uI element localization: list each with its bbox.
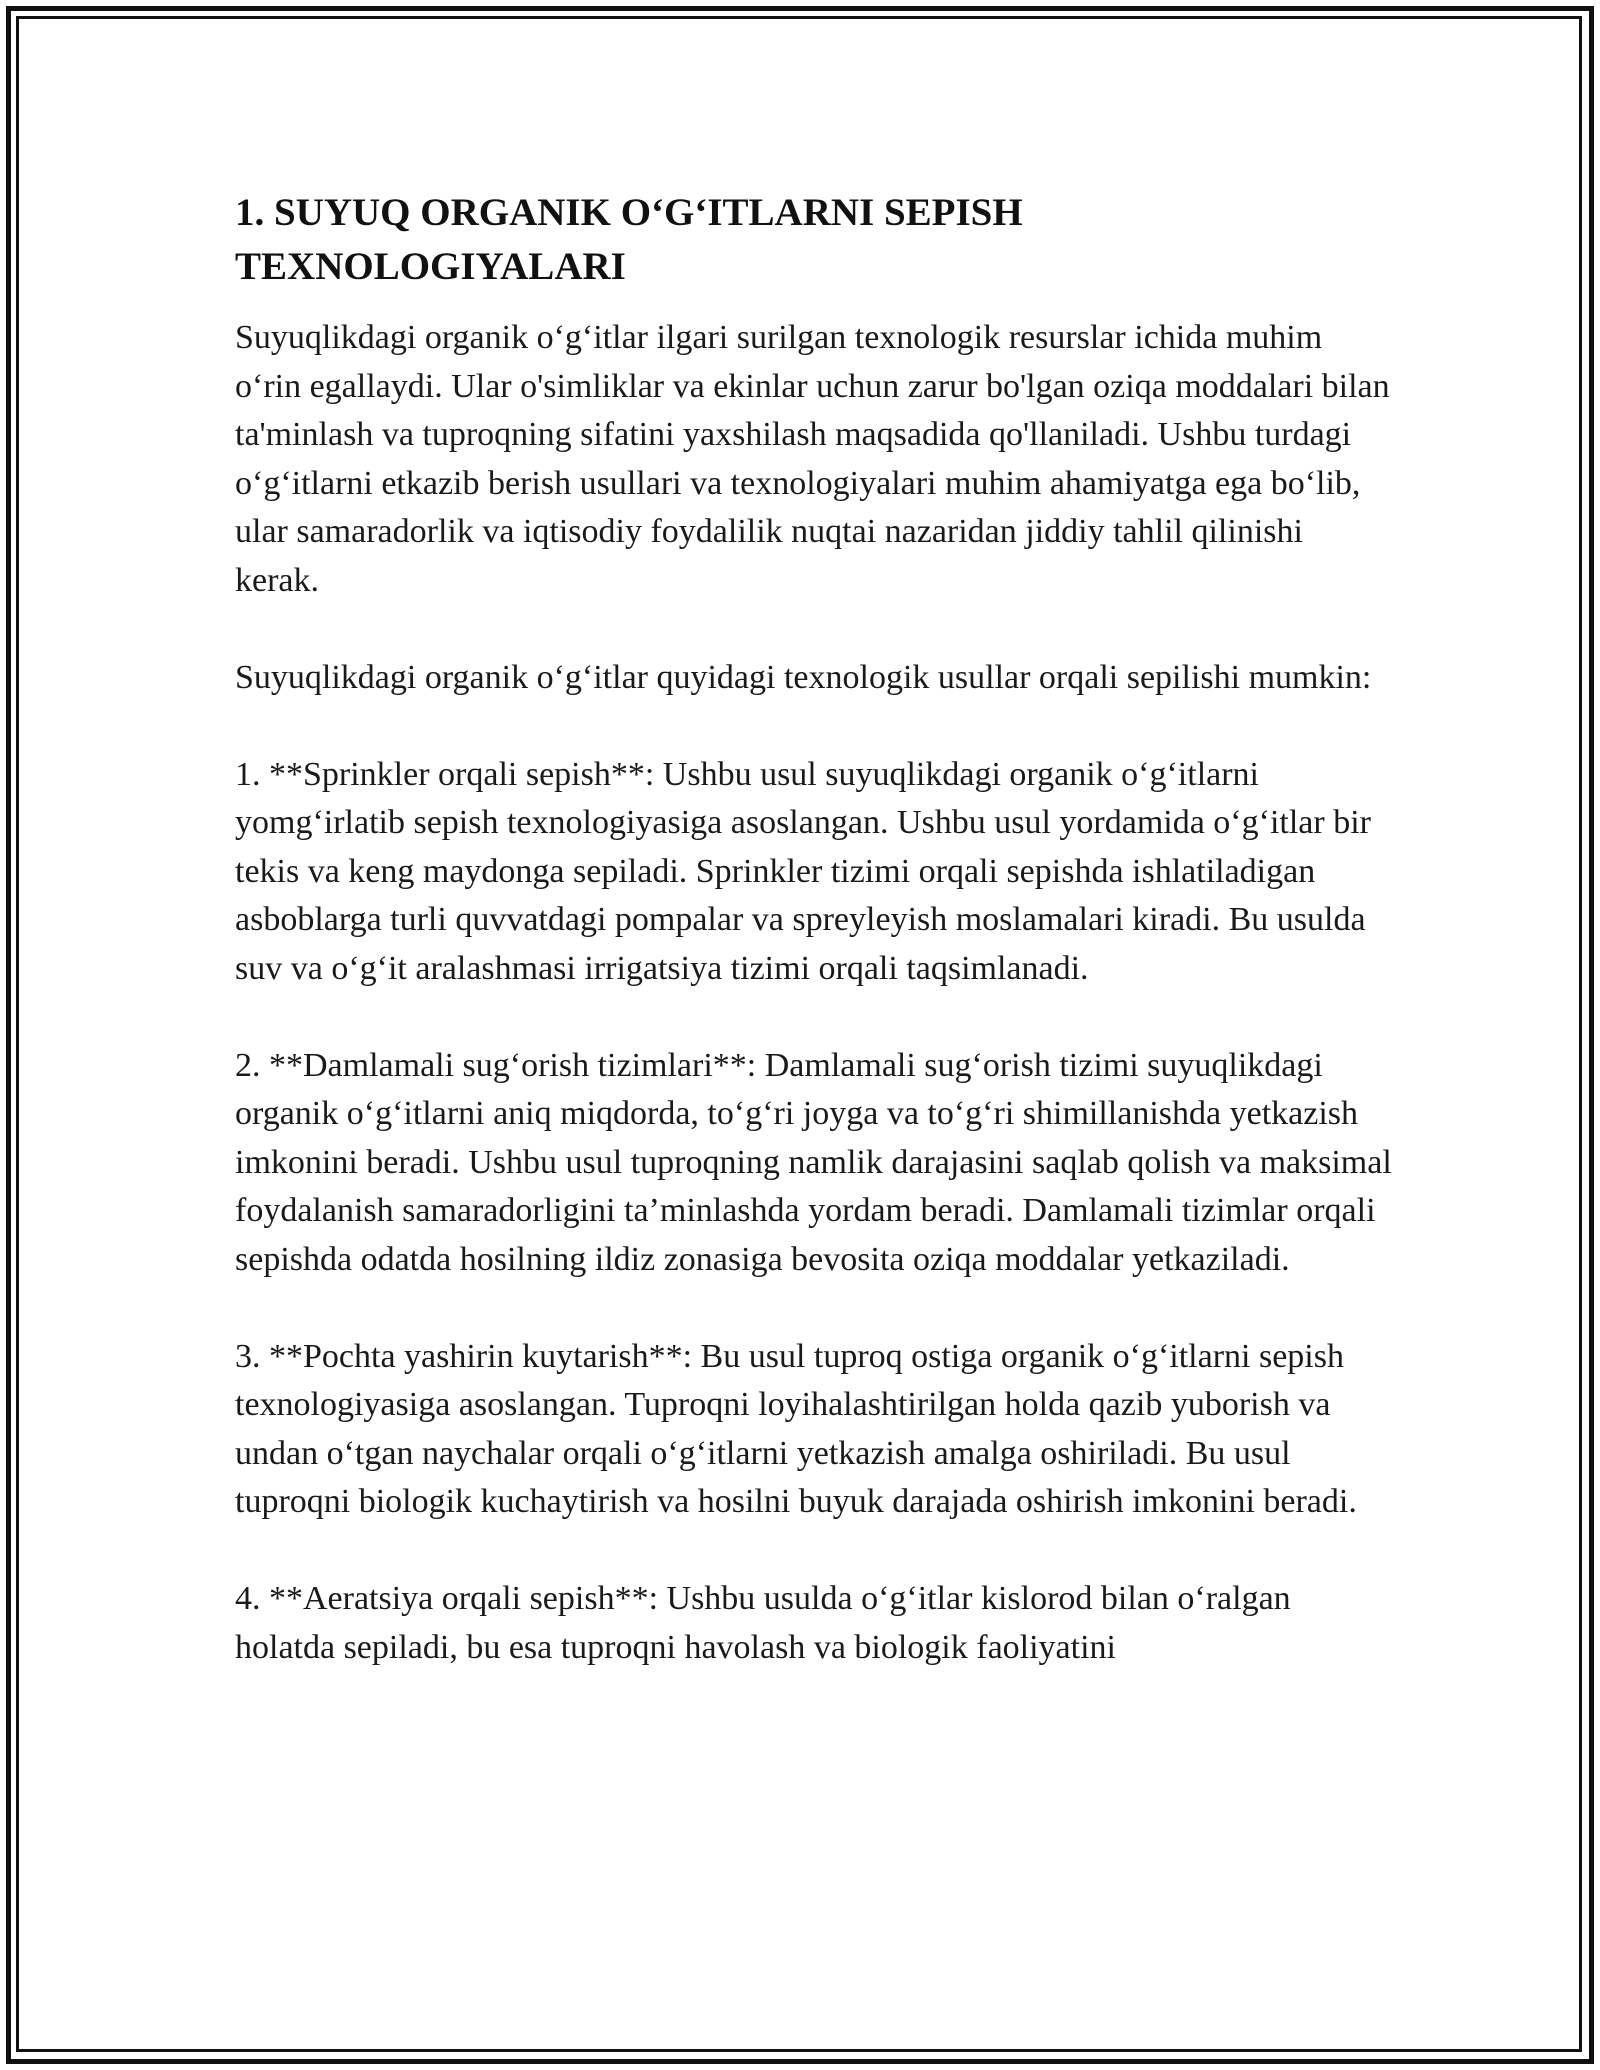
methods-intro-paragraph: Suyuqlikdagi organik o‘g‘itlar quyidagi texnologik usullar orqali sepilishi mumkin: [235, 658, 1372, 696]
method-item-drip-irrigation: 2. **Damlamali sug‘orish tizimlari**: Damlamali sug‘orish tizimi suyuqlikdagi organik o‘g‘itlarni aniq miqdorda, to‘g‘ri joyga va to‘g‘ri shimillanishda yetkazish imkonini beradi. Ushbu usul tuproqning namlik darajasini saqlab qolish va maksimal foydalanish samaradorligini ta’minlashda yordam beradi. Damlamali tizimlar orqali sepishda odatda hosilning ildiz zonasiga bevosita oziqa moddalar yetkaziladi. [235, 1046, 1392, 1278]
method-item-sprinkler: 1. **Sprinkler orqali sepish**: Ushbu usul suyuqlikdagi organik o‘g‘itlarni yomg‘irlatib sepish texnologiyasiga asoslangan. Ushbu usul yordamida o‘g‘itlar bir tekis va keng maydonga sepiladi. Sprinkler tizimi orqali sepishda ishlatiladigan asboblarga turli quvvatdagi pompalar va spreyleyish moslamalari kiradi. Bu usulda suv va o‘g‘it aralashmasi irrigatsiya tizimi orqali taqsimlanadi. [235, 755, 1371, 987]
page-title-line-1: 1. SUYUQ ORGANIK O‘G‘ITLARNI SEPISH [235, 191, 1023, 234]
method-item-subsurface: 3. **Pochta yashirin kuytarish**: Bu usul tuproq ostiga organik o‘g‘itlarni sepish texnologiyasiga asoslangan. Tuproqni loyihalashtirilgan holda qazib yuborish va undan o‘tgan naychalar orqali o‘g‘itlarni yetkazish amalga oshiriladi. Bu usul tuproqni biologik kuchaytirish va hosilni buyuk darajada oshirish imkonini beradi. [235, 1337, 1357, 1520]
method-item-aeration: 4. **Aeratsiya orqali sepish**: Ushbu usulda o‘g‘itlar kislorod bilan o‘ralgan holatda sepiladi, bu esa tuproqni havolash va biologik faoliyatini [235, 1580, 1291, 1666]
page-title [235, 186, 1395, 294]
intro-paragraph: Suyuqlikdagi organik o‘g‘itlar ilgari surilgan texnologik resurslar ichida muhim o‘rin egallaydi. Ular o'simliklar va ekinlar uchun zarur bo'lgan oziqa moddalari bilan ta'minlash va tuproqning sifatini yaxshilash maqsadida qo'llaniladi. Ushbu turdagi o‘g‘itlarni etkazib berish usullari va texnologiyalari muhim ahamiyatga ega bo‘lib, ular samaradorlik va iqtisodiy foydalilik nuqtai nazaridan jiddiy tahlil qilinishi kerak. [235, 319, 1390, 599]
page-title-line-2: TEXNOLOGIYALARI [235, 245, 626, 288]
document-body [235, 186, 1395, 1672]
